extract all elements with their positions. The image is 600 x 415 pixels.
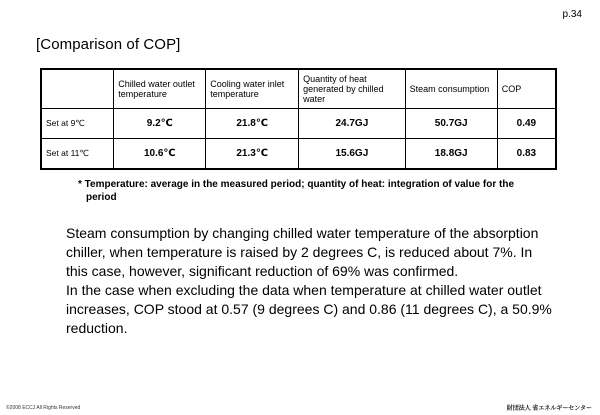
row-label: Set at 11℃ bbox=[41, 139, 114, 170]
table-cell: 21.8℃ bbox=[206, 109, 299, 139]
copyright-notice: ©2008 ECCJ All Rights Reserved bbox=[6, 405, 81, 411]
table-cell: 10.6℃ bbox=[114, 139, 206, 170]
body-paragraph: Steam consumption by changing chilled water temperature of the absorption chiller, when temperature is raised by 2 degrees C, is reduced about 7%. In this case, however, significant reduction of 69% was confirmed. bbox=[66, 225, 539, 279]
table-header-cell: Chilled water outlet temperature bbox=[114, 69, 206, 109]
body-paragraph: In the case when excluding the data when temperature at chilled water outlet increases, COP stood at 0.57 (9 degrees C) and 0.86 (11 degrees C), a 50.9% reduction. bbox=[66, 282, 552, 336]
table-cell: 9.2℃ bbox=[114, 109, 206, 139]
table-cell: 21.3℃ bbox=[206, 139, 299, 170]
cop-comparison-table bbox=[40, 68, 557, 170]
table-cell: 18.8GJ bbox=[405, 139, 497, 170]
table-cell: 15.6GJ bbox=[299, 139, 406, 170]
table-header-row bbox=[41, 69, 556, 109]
table-cell: 50.7GJ bbox=[405, 109, 497, 139]
row-label: Set at 9℃ bbox=[41, 109, 114, 139]
table-header-cell: Steam consumption bbox=[405, 69, 497, 109]
table-cell: 0.49 bbox=[497, 109, 556, 139]
body-text bbox=[66, 224, 552, 338]
table-header-cell: COP bbox=[497, 69, 556, 109]
table-footnote: * Temperature: average in the measured period; quantity of heat: integration of value for the period bbox=[78, 179, 515, 203]
table-header-cell: Cooling water inlet temperature bbox=[206, 69, 299, 109]
page-number: p.34 bbox=[562, 9, 582, 20]
table-header-cell bbox=[41, 69, 114, 109]
table-cell: 0.83 bbox=[497, 139, 556, 170]
table-header-cell: Quantity of heat generated by chilled water bbox=[299, 69, 406, 109]
table-row bbox=[41, 109, 556, 139]
table-row bbox=[41, 139, 556, 170]
table-cell: 24.7GJ bbox=[299, 109, 406, 139]
organization-logo: 財団法人 省エネルギーセンター bbox=[506, 406, 592, 412]
section-title: [Comparison of COP] bbox=[36, 36, 181, 53]
